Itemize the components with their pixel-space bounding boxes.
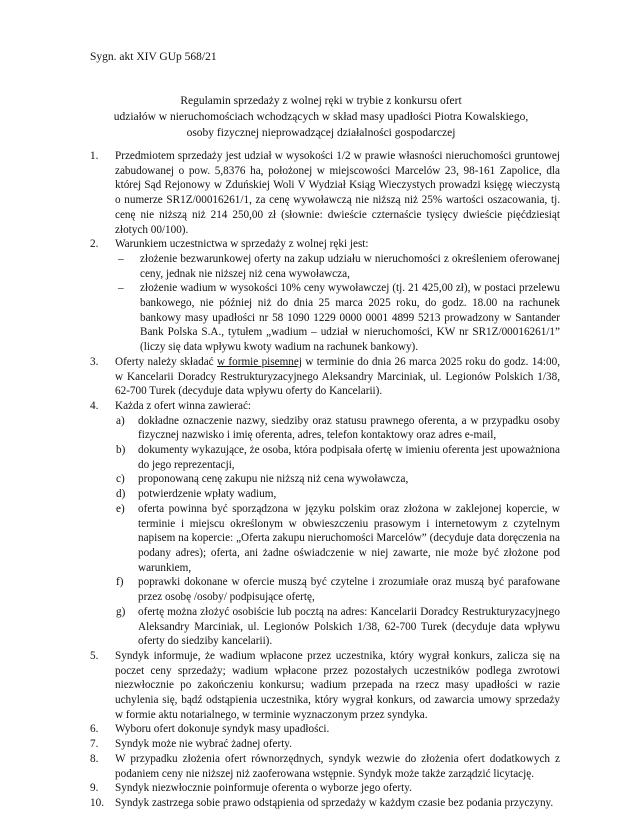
subitem-text: złożenie wadium w wysokości 10% ceny wywoławczej (tj. 21 425,00 zł), w postaci przelewu bankowego, nie później niż do dnia 25 marca 2025 roku, do godz. 18.00 na rachunek bankowy masy upadłości nr 58 1090 1229 0000 0001 4899 5213 prowadzony w Santander Bank Polska S.A., tytułem „wadium – udział w nieruchomości, KW nr SR1Z/00016261/1” (liczy się data wpływu kwoty wadium na rachunek bankowy). xyxy=(140,282,560,354)
item-text: Każda z ofert winna zawierać: xyxy=(115,399,252,412)
letter-subitem xyxy=(115,502,560,576)
letter-marker: d) xyxy=(116,488,126,501)
dash-subitem xyxy=(115,281,560,355)
letter-subitem xyxy=(115,605,560,649)
list-item xyxy=(90,237,560,355)
list-item xyxy=(90,752,560,781)
letter-subitem xyxy=(115,443,560,472)
letter-subitem xyxy=(115,575,560,604)
letter-subitem xyxy=(115,472,560,487)
item-number: 5. xyxy=(90,649,99,662)
item-text: Przedmiotem sprzedaży jest udział w wysokości 1/2 w prawie własności nieruchomości gruntowej zabudowanej o pow. 5,8376 ha, położonej w miejscowości Marcelów 23, 98-161 Zapolice, dla której Sąd Rejonowy w Zduńskiej Woli V Wydział Ksiąg Wieczystych prowadzi księgę wieczystą o numerze SR1Z/00016261/1, za cenę wywoławczą nie niższą niż 25% wartości oszacowania, tj. cenę nie niższą niż 214 250,00 zł (słownie: dwieście czternaście tysięcy dwieście pięćdziesiąt złotych 00/100). xyxy=(115,150,560,236)
item-text: W przypadku złożenia ofert równorzędnych, syndyk wezwie do złożenia ofert dodatkowych z podaniem ceny nie niższej niż zaoferowana wstępnie. Syndyk może także zarządzić licytację. xyxy=(115,752,560,780)
item-number: 8. xyxy=(90,752,99,765)
list-item xyxy=(90,796,560,811)
list-item xyxy=(90,399,560,649)
subitem-text: dokładne oznaczenie nazwy, siedziby oraz statusu prawnego oferenta, a w przypadku osoby fizycznej nazwisko i imię oferenta, adres, telefon kontaktowy oraz adres e-mail, xyxy=(138,414,560,442)
subitem-text: ofertę można złożyć osobiście lub pocztą na adres: Kancelarii Doradcy Restrukturyzacyjnego Aleksandry Marciniak, ul. Legionów Polskich 1/38, 62-700 Turek (decyduje data wpływu oferty do siedziby kancelarii). xyxy=(138,605,560,648)
item-number: 1. xyxy=(90,150,99,162)
item-number: 6. xyxy=(90,723,99,736)
subitem-text: potwierdzenie wpłaty wadium, xyxy=(138,488,277,501)
list-item xyxy=(90,355,560,399)
item-number: 2. xyxy=(90,238,99,251)
letter-subitem xyxy=(115,414,560,443)
item-text: Syndyk informuje, że wadium wpłacone przez uczestnika, który wygrał konkurs, zalicza się na poczet ceny sprzedaży; wadium wpłacone przez pozostałych uczestników podlega zwrotowi niezwłocznie po zakończeniu konkursu; wadium przepada na rzecz masy upadłości w razie uchylenia się, bądź odstąpienia uczestnika, który wygrał konkurs, od zawarcia umowy sprzedaży w formie aktu notarialnego, w terminie wyznaczonym przez syndyka. xyxy=(115,649,560,721)
title-line-2: udziałów w nieruchomościach wchodzących w skład masy upadłości Piotra Kowalskiego, xyxy=(113,111,529,123)
letter-marker: e) xyxy=(116,502,125,515)
subitem-text: oferta powinna być sporządzona w języku polskim oraz złożona w zaklejonej kopercie, w terminie i miejscu określonym w obwieszczeniu prasowym i internetowym z czytelnym napisem na kopercie: „Oferta zakupu nieruchomości Marcelów” (decyduje data doręczenia na podany adres); oferta, ani żadne oświadczenie w niej zawarte, nie może być złożone pod warunkiem, xyxy=(138,502,560,574)
item-text-post: w terminie do dnia 26 marca 2025 roku do godz. 14:00, w Kancelarii Doradcy Restrukturyzacyjnego Aleksandry Marciniak, ul. Legionów Polskich 1/38, 62-700 Turek (decyduje data wpływu oferty do Kancelarii). xyxy=(115,355,560,398)
dash-marker: – xyxy=(118,282,124,295)
letter-marker: a) xyxy=(116,414,125,427)
document-title xyxy=(60,93,582,141)
item-number: 7. xyxy=(90,738,99,751)
regulation-list xyxy=(90,149,560,811)
letter-subitem xyxy=(115,487,560,502)
dash-marker: – xyxy=(118,252,124,265)
item-number: 3. xyxy=(90,355,99,368)
subitem-text: dokumenty wykazujące, że osoba, która podpisała ofertę w imieniu oferenta jest upoważniona do jego reprezentacji, xyxy=(138,444,560,471)
item-number: 9. xyxy=(90,782,99,795)
item-text-underlined: w formie pisemnej xyxy=(216,355,302,368)
list-item xyxy=(90,737,560,752)
list-item xyxy=(90,649,560,723)
letter-marker: g) xyxy=(116,605,126,618)
letter-marker: c) xyxy=(116,473,125,486)
dash-subitem xyxy=(115,252,560,281)
subitem-text: złożenie bezwarunkowej oferty na zakup udziału w nieruchomości z określeniem oferowanej ceny, jednak nie niższej niż cena wywoławcza, xyxy=(140,252,560,280)
item-text: Warunkiem uczestnictwa w sprzedaży z wolnej ręki jest: xyxy=(115,238,369,251)
subitem-text: poprawki dokonane w ofercie muszą być czytelne i zrozumiałe oraz muszą być parafowane przez osobę /osoby/ podpisujące ofertę, xyxy=(138,576,560,604)
item-text: Syndyk niezwłocznie poinformuje oferenta o wyborze jego oferty. xyxy=(115,782,412,795)
subitem-text: proponowaną cenę zakupu nie niższą niż cena wywoławcza, xyxy=(138,473,409,486)
title-line-3: osoby fizycznej nieprowadzącej działalności gospodarczej xyxy=(186,127,456,139)
list-item xyxy=(90,781,560,796)
case-reference: Sygn. akt XIV GUp 568/21 xyxy=(90,51,217,63)
letter-marker: f) xyxy=(116,576,124,589)
title-line-1: Regulamin sprzedaży z wolnej ręki w trybie z konkursu ofert xyxy=(180,95,462,107)
list-item xyxy=(90,722,560,737)
item-number: 10. xyxy=(90,796,104,809)
item-text: Syndyk może nie wybrać żadnej oferty. xyxy=(115,738,292,751)
letter-marker: b) xyxy=(116,444,126,457)
item-text-pre: Oferty należy składać xyxy=(115,355,217,368)
item-text: Wyboru ofert dokonuje syndyk masy upadłości. xyxy=(115,723,330,736)
list-item xyxy=(90,149,560,237)
item-number: 4. xyxy=(90,399,99,412)
item-text: Syndyk zastrzega sobie prawo odstąpienia od sprzedaży w każdym czasie bez podania przyczyny. xyxy=(115,796,554,809)
